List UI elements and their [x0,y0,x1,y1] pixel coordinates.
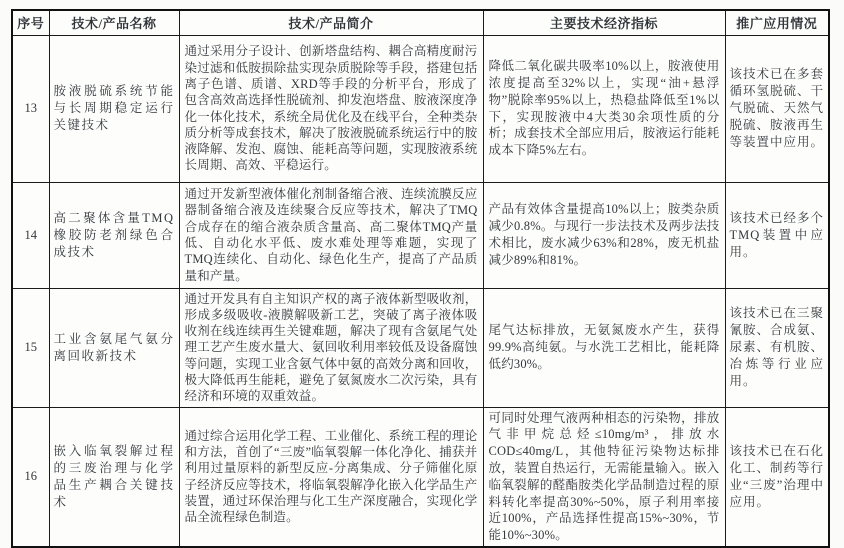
application-status: 该技术已在多套循环氢脱硫、干气脱硫、天然气脱硫、胺液再生等装置中应用。 [725,35,829,182]
application-status: 该技术已在石化化工、制药等行业“三废”治理中应用。 [725,407,829,547]
technology-description: 通过采用分子设计、创新塔盘结构、耦合高精度耐污染过滤和低胺损除盐实现杂质脱除等手段，搭建包括离子色谱、质谱、XRD等手段的分析平台，形成了包含高效高选择性脱硫剂、抑发泡塔盘、胺液深度净化一体化技术，系统全局优化及在线平台，全种类杂质分析等成套技术，解决了胺液脱硫系统运行中的胺液降解、发泡、腐蚀、能耗高等问题，实现胺液系统长周期、高效、平稳运行。 [179,35,483,182]
technical-indicators: 产品有效体含量提高10%以上；胺类杂质减少0.8%。与现行一步法技术及两步法技术相比，废水减少63%和28%，废无机盐减少89%和81%。 [483,182,725,288]
technology-name: 工业含氨尾气氨分离回收新技术 [49,288,179,407]
header-cell-description: 技术/产品简介 [179,10,483,35]
technology-description: 通过综合运用化学工程、工业催化、系统工程的理论和方法，首创了“三废”临氧裂解一体化净化、捕获并利用过量原料的新型反应-分离集成、分子筛催化原子经济反应等技术，将临氧裂解净化嵌入化学品生产装置，通过环保治理与化工生产深度融合，实现化学品全流程绿色制造。 [179,407,483,547]
table-header-row [12,10,829,35]
row-number: 15 [12,288,49,407]
row-number: 13 [12,35,49,182]
technical-indicators: 可同时处理气液两种相态的污染物，排放气非甲烷总烃≤10mg/m³，排放水COD≤40mg/L，其他特征污染物达标排放，装置自热运行，无需能量输入。嵌入临氧裂解的醛酯胺类化学品制造过程的原料转化率提高30%~50%，原子利用率接近100%，产品选择性提高15%~30%，节能10%~30%。 [483,407,725,547]
header-cell-indicators: 主要技术经济指标 [483,10,725,35]
header-cell-number: 序号 [12,10,49,35]
technology-catalog-table [11,9,830,548]
table-row [12,288,829,407]
technology-name: 高二聚体含量TMQ橡胶防老剂绿色合成技术 [49,182,179,288]
row-number: 14 [12,182,49,288]
document-page [11,9,828,548]
technology-name: 嵌入临氧裂解过程的三废治理与化学品生产耦合关键技术 [49,407,179,547]
technology-description: 通过开发新型液体催化剂制备缩合液、连续流膜反应器制备缩合液及连续聚合反应等技术，解决了TMQ合成存在的缩合液杂质含量高、高二聚体TMQ产量低、自动化水平低、废水难处理等难题，实现了TMQ连续化、自动化、绿色化生产，提高了产品质量和产量。 [179,182,483,288]
technical-indicators: 尾气达标排放，无氨氮废水产生，获得99.9%高纯氨。与水洗工艺相比，能耗降低约30%。 [483,288,725,407]
header-cell-name: 技术/产品名称 [49,10,179,35]
application-status: 该技术已在三聚氰胺、合成氨、尿素、有机胺、冶炼等行业应用。 [725,288,829,407]
technology-name: 胺液脱硫系统节能与长周期稳定运行关键技术 [49,35,179,182]
table-row [12,407,829,547]
application-status: 该技术已经多个TMQ装置中应用。 [725,182,829,288]
table-row [12,182,829,288]
technical-indicators: 降低二氧化碳共吸率10%以上，胺液使用浓度提高至32%以上，实现“油+悬浮物”脱除率95%以上，热稳盐降低至1%以下，实现胺液中4大类30余项性质的分析；成套技术全部应用后，胺液运行能耗成本下降5%左右。 [483,35,725,182]
table-row [12,35,829,182]
row-number: 16 [12,407,49,547]
technology-description: 通过开发具有自主知识产权的离子液体新型吸收剂，形成多级吸收-液膜解吸新工艺，突破了离子液体吸收剂在线连续再生关键难题，解决了现有含氨尾气处理工艺产生废水量大、氨回收利用率较低及设备腐蚀等问题，实现工业含氨气体中氨的高效分离和回收，极大降低再生能耗，避免了氨氮废水二次污染，具有经济和环境的双重效益。 [179,288,483,407]
header-cell-application: 推广应用情况 [725,10,829,35]
